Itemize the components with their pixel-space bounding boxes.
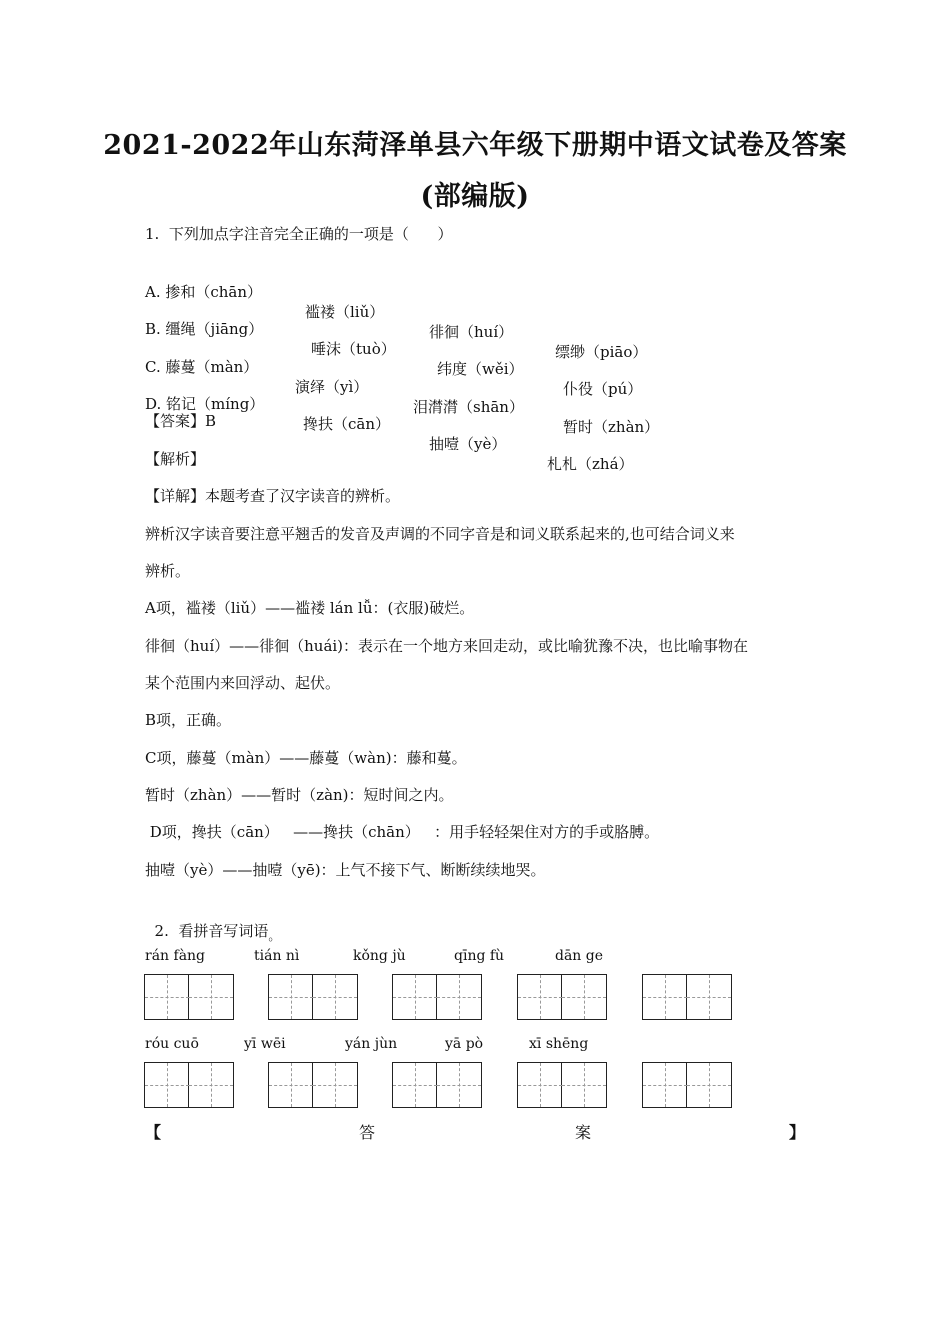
option-c-3: 泪潸潸（shān） <box>413 398 524 416</box>
q1-explain-a1: A项，褴褛（liǔ）——褴褛 lán lǚ：(衣服)破烂。 <box>145 599 475 617</box>
q2-stem-dot: 。 <box>268 929 281 943</box>
pinyin-r2-3: yán jùn <box>345 1036 398 1052</box>
pinyin-r1-5: dān ge <box>555 948 604 964</box>
q1-explain-d1: D项，搀扶（cān） ——搀扶（chān） ：用手轻轻架住对方的手或胳膊。 <box>145 823 660 841</box>
q1-explain-d2: 抽噎（yè）——抽噎（yē)：上气不接下气、断断续续地哭。 <box>145 861 546 879</box>
q1-para1-a: 辨析汉字读音要注意平翘舌的发音及声调的不同字音是和词义联系起来的,也可结合词义来 <box>145 525 735 543</box>
pinyin-r1-3: kǒng jù <box>353 948 406 964</box>
q1-explain-c1: C项，藤蔓（màn）——藤蔓（wàn)：藤和蔓。 <box>145 749 467 767</box>
option-a-3: 徘徊（huí） <box>429 323 514 341</box>
q1-explain-c2: 暂时（zhàn）——暂时（zàn)：短时间之内。 <box>145 786 454 804</box>
option-c-1: C. 藤蔓（màn） <box>145 358 259 376</box>
option-a-4: 缥缈（piāo） <box>555 343 648 361</box>
q1-detail: 【详解】本题考查了汉字读音的辨析。 <box>145 487 401 505</box>
doc-title-line1: 2021-2022年山东菏泽单县六年级下册期中语文试卷及答案 <box>103 130 847 161</box>
writing-grid[interactable] <box>517 974 607 1020</box>
option-b-3: 纬度（wěi） <box>437 360 524 378</box>
q1-explain-b1: B项，正确。 <box>145 711 232 729</box>
q1-explain-a2-a: 徘徊（huí）——徘徊（huái)：表示在一个地方来回走动，或比喻犹豫不决，也比喻事物在 <box>145 637 749 655</box>
pinyin-r2-1: róu cuō <box>145 1036 199 1052</box>
pinyin-r2-5: xī shēng <box>529 1036 589 1052</box>
pinyin-r2-2: yī wēi <box>244 1036 286 1052</box>
option-d-2: 搀扶（cān） <box>303 415 391 433</box>
option-d-4: 札札（zhá） <box>547 455 634 473</box>
option-c-2: 演绎（yì） <box>295 378 369 396</box>
q2-stem-text: 2. 看拼音写词语 <box>154 922 269 940</box>
writing-grid[interactable] <box>268 1062 358 1108</box>
option-b-4: 仆役（pú） <box>563 380 643 398</box>
writing-grid[interactable] <box>517 1062 607 1108</box>
q1-analysis-label: 【解析】 <box>145 450 206 468</box>
option-d-3: 抽噎（yè） <box>429 435 507 453</box>
q1-stem: 1. 下列加点字注音完全正确的一项是（ ） <box>145 225 453 243</box>
answer-char-1: 答 <box>359 1123 376 1142</box>
q2-stem <box>145 901 280 942</box>
option-a-1: A. 掺和（chān） <box>145 283 263 301</box>
writing-grid[interactable] <box>642 1062 732 1108</box>
doc-title-line2: (部编版) <box>420 181 530 212</box>
pinyin-r2-4: yā pò <box>445 1036 484 1052</box>
option-c-4: 暂时（zhàn） <box>563 418 660 436</box>
option-a-2: 褴褛（liǔ） <box>305 303 385 321</box>
q1-para1-b: 辨析。 <box>145 562 191 580</box>
writing-grid[interactable] <box>392 974 482 1020</box>
answer-char-2: 案 <box>575 1123 592 1142</box>
pinyin-r1-2: tián nì <box>254 948 300 964</box>
q1-answer: 【答案】B <box>145 412 217 430</box>
writing-grid[interactable] <box>392 1062 482 1108</box>
answer-bracket-left: 【 <box>145 1123 162 1142</box>
pinyin-r1-1: rán fàng <box>145 948 206 964</box>
writing-grid[interactable] <box>268 974 358 1020</box>
writing-grid[interactable] <box>144 1062 234 1108</box>
pinyin-r1-4: qīng fù <box>454 948 505 964</box>
answer-bracket-right: 】 <box>789 1123 806 1142</box>
writing-grid[interactable] <box>642 974 732 1020</box>
writing-grid[interactable] <box>144 974 234 1020</box>
option-b-2: 唾沫（tuò） <box>311 340 396 358</box>
option-b-1: B. 缰绳（jiāng） <box>145 320 264 338</box>
q1-explain-a2-b: 某个范围内来回浮动、起伏。 <box>145 674 341 692</box>
option-d-1: D. 铭记（míng） <box>145 395 265 413</box>
